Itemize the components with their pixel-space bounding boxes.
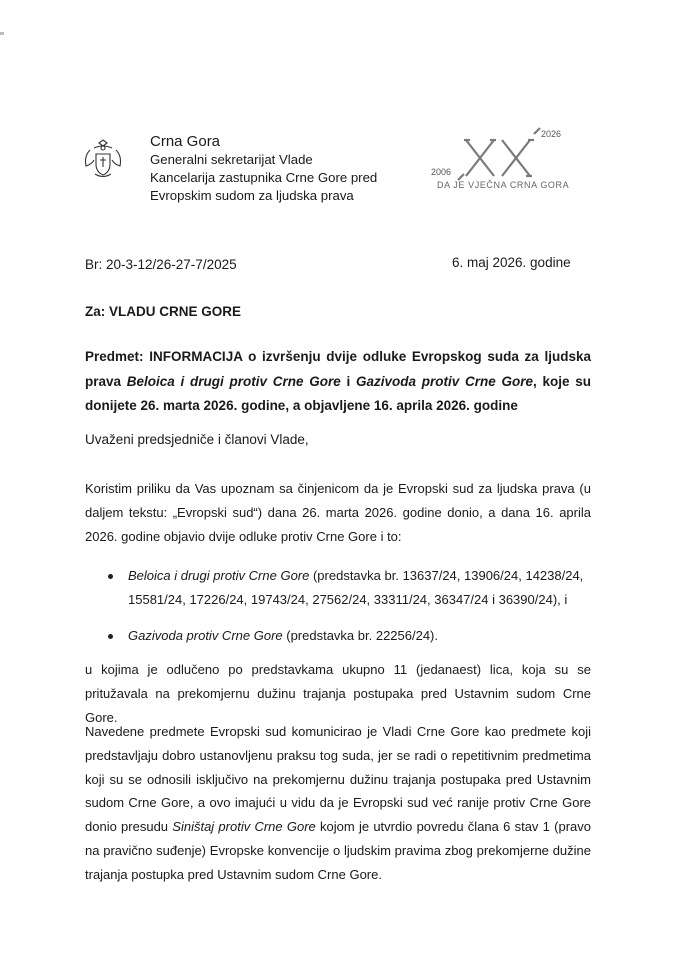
greeting: Uvaženi predsjedniče i članovi Vlade,: [85, 432, 309, 447]
paragraph-context-before: Navedene predmete Evropski sud komunicirao je Vladi Crne Gore kao predmete koji predstavljaju dobro ustanovljenu praksu tog suda, jer se radi o repetitivnim predmetima koji su se odnosili isključivo na prekomjernu dužinu trajanja postupaka pred Ustavnim sudom Crne Gore, a ovo imajući u vidu da je Evropski sud već ranije protiv Crne Gore donio presudu: [85, 724, 591, 835]
bullet-icon: [108, 634, 113, 639]
case-list: [108, 564, 588, 648]
list-item: [108, 624, 588, 648]
issuer-line-2: Kancelarija zastupnika Crne Gore pred: [150, 170, 378, 185]
issuer-block: [150, 132, 390, 205]
paragraph-decision: u kojima je odlučeno po predstavkama ukupno 11 (jedanaest) lica, koja su se pritužavala na prekomjernu dužinu trajanja postupaka pred Ustavnim sudom Crne Gore.: [85, 662, 591, 725]
case-detail: (predstavka br. 13637/24, 13906/24, 14238/24, 15581/24, 17226/24, 19743/24, 27562/24, 33311/24, 36347/24 i 36390/24), i: [128, 568, 584, 607]
recipient: Za: VLADU CRNE GORE: [85, 304, 242, 319]
case-name: Gazivoda protiv Crne Gore: [128, 628, 283, 643]
issuer-line-1: Generalni sekretarijat Vlade: [150, 152, 313, 167]
judgment-name: Siništaj protiv Crne Gore: [172, 819, 316, 835]
scan-mark: [0, 32, 4, 35]
case-name: Beloica i drugi protiv Crne Gore: [128, 568, 310, 583]
case-detail: (predstavka br. 22256/24).: [282, 628, 438, 643]
document-date: 6. maj 2026. godine: [452, 255, 571, 270]
subject-case-1: Beloica i drugi protiv Crne Gore: [126, 373, 341, 389]
list-item: [108, 564, 588, 612]
issuer-line-3: Evropskim sudom za ljudska prava: [150, 188, 354, 203]
subject-prefix: Predmet: INFORMACIJA o izvršenju dvije odluke Evropskog suda za ljudska prava: [85, 349, 591, 389]
paragraph-context: [85, 720, 591, 887]
logo-year-start: 2006: [431, 167, 452, 177]
bullet-icon: [108, 574, 113, 579]
subject-suffix: , koje su donijete 26. marta 2026. godine, a objavljene 16. aprila 2026. godine: [85, 373, 591, 413]
issuer-country: Crna Gora: [150, 133, 221, 150]
paragraph-intro: Koristim priliku da Vas upoznam sa činjenicom da je Evropski sud za ljudska prava (u daljem tekstu: „Evropski sud“) dana 26. marta 2026. godine donio, a dana 16. aprila 2026. godine objavio dvije odluke protiv Crne Gore i to:: [85, 481, 591, 544]
subject-mid: i: [340, 373, 356, 389]
coat-of-arms-icon: [80, 136, 126, 182]
paragraph-context-after: kojom je utvrdio povredu člana 6 stav 1 (pravo na pravično suđenje) Evropske konvencije o ljudskim pravima zbog prekomjerne dužine trajanja postupka pred Ustavnim sudom Crne Gore.: [85, 819, 591, 882]
subject-line: [85, 345, 591, 419]
logo-tagline: DA JE VJEČNA CRNA GORA: [437, 180, 570, 190]
subject-case-2: Gazivoda protiv Crne Gore: [355, 373, 533, 389]
reference-number: Br: 20-3-12/26-27-7/2025: [85, 257, 237, 272]
anniversary-logo-text: [431, 124, 571, 194]
logo-year-end: 2026: [541, 129, 562, 139]
